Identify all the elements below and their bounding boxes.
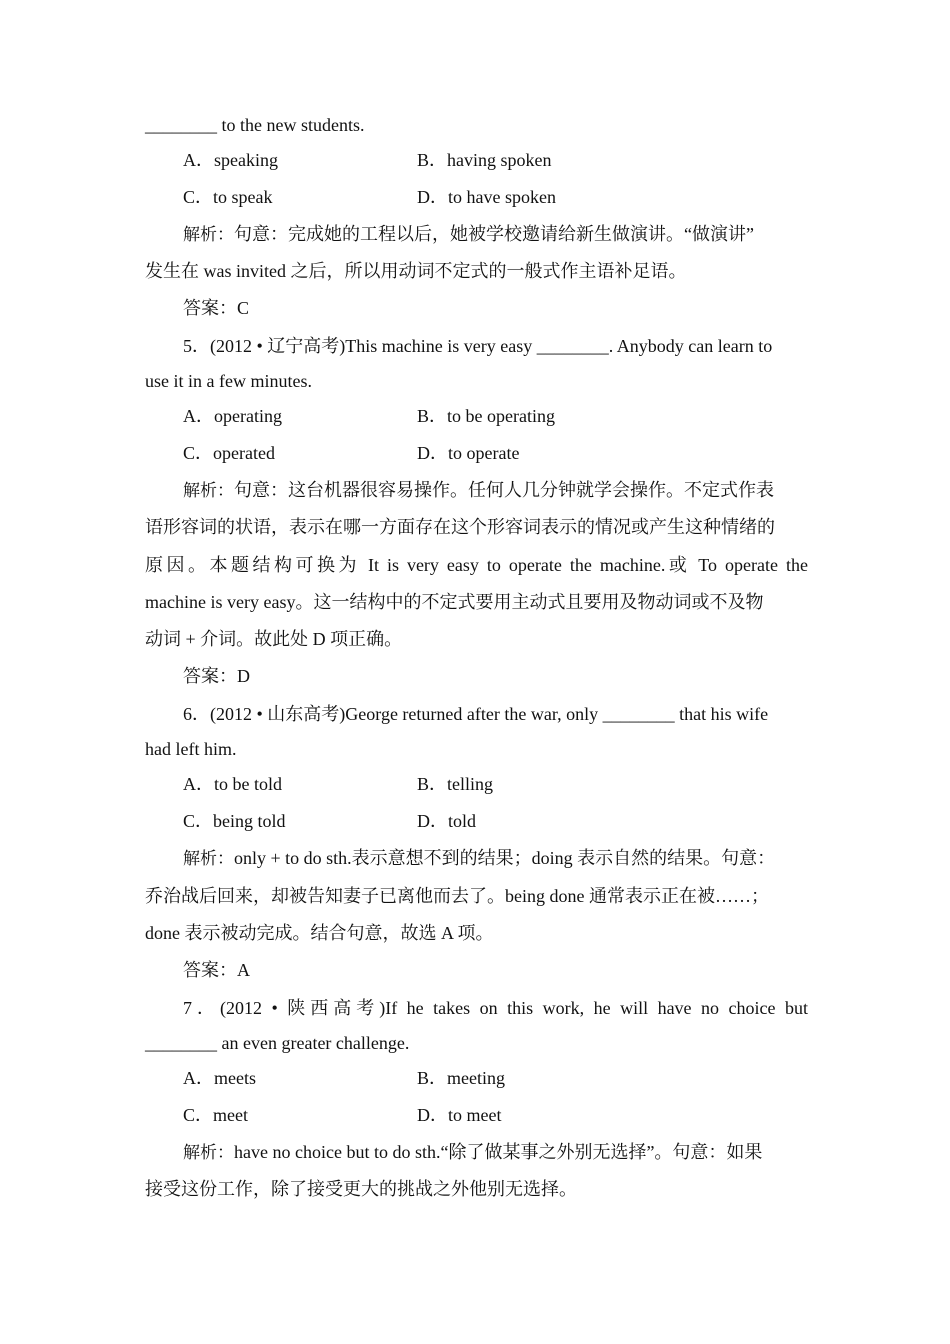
q6-stem-line-1: 6．(2012 • 山东高考)George returned after the war, only ________ that his wife <box>183 704 769 724</box>
q5-analysis-line-1: 解析：句意：这台机器很容易操作。任何人几分钟就学会操作。不定式作表 <box>183 480 774 501</box>
q4-analysis-line-1: 解析：句意：完成她的工程以后，她被学校邀请给新生做演讲。“做演讲” <box>183 224 754 245</box>
q5-stem-line-2: use it in a few minutes. <box>145 371 312 391</box>
q7-analysis-line-2: 接受这份工作，除了接受更大的挑战之外他别无选择。 <box>145 1179 577 1199</box>
q5-analysis-line-2: 语形容词的状语，表示在哪一方面存在这个形容词表示的情况或产生这种情绪的 <box>145 517 775 537</box>
q4-option-b: B．having spoken <box>417 150 552 170</box>
analysis-label: 解析： <box>183 1143 234 1163</box>
q5-analysis-line-5: 动词 + 介词。故此处 D 项正确。 <box>145 629 403 649</box>
q4-option-c: C．to speak <box>183 187 273 207</box>
q7-stem-line-1: 7．(2012 • 陕西高考)If he takes on this work, he will have no choice but <box>183 998 808 1018</box>
q5-analysis-line-4: machine is very easy。这一结构中的不定式要用主动式且要用及物动词或不及物 <box>145 592 764 612</box>
analysis-label: 解析： <box>183 849 234 869</box>
q6-analysis-line-3: done 表示被动完成。结合句意，故选 A 项。 <box>145 923 494 943</box>
q7-analysis-line-1: 解析：have no choice but to do sth.“除了做某事之外别无选择”。句意：如果 <box>183 1142 763 1163</box>
q7-stem-line-2: ________ an even greater challenge. <box>145 1033 410 1053</box>
q4-answer: 答案：C <box>183 298 250 318</box>
q6-option-b: B．telling <box>417 774 493 794</box>
q6-analysis-line-1: 解析：only + to do sth.表示意想不到的结果；doing 表示自然的结果。句意： <box>183 848 776 869</box>
q7-option-b: B．meeting <box>417 1068 505 1088</box>
q4-option-d: D．to have spoken <box>417 187 556 207</box>
q7-option-c: C．meet <box>183 1105 248 1125</box>
analysis-label: 解析： <box>183 225 234 245</box>
q5-analysis-line-3: 原因。本题结构可换为 It is very easy to operate the machine.或 To operate the <box>145 555 808 575</box>
q7-option-d: D．to meet <box>417 1105 502 1125</box>
q5-option-a: A．operating <box>183 406 282 426</box>
q4-option-a: A．speaking <box>183 150 278 170</box>
q5-option-c: C．operated <box>183 443 275 463</box>
q5-option-b: B．to be operating <box>417 406 555 426</box>
q5-stem-line-1: 5．(2012 • 辽宁高考)This machine is very easy ________. Anybody can learn to <box>183 336 773 356</box>
q6-option-d: D．told <box>417 811 477 831</box>
q6-answer: 答案：A <box>183 960 250 980</box>
q4-stem-end: ________ to the new students. <box>145 115 365 135</box>
q6-analysis-line-2: 乔治战后回来，却被告知妻子已离他而去了。being done 通常表示正在被……； <box>145 886 769 906</box>
analysis-label: 解析： <box>183 481 234 501</box>
q7-option-a: A．meets <box>183 1068 256 1088</box>
q6-option-c: C．being told <box>183 811 286 831</box>
q5-option-d: D．to operate <box>417 443 520 463</box>
q4-analysis-line-2: 发生在 was invited 之后，所以用动词不定式的一般式作主语补足语。 <box>145 261 687 281</box>
q6-stem-line-2: had left him. <box>145 739 237 759</box>
q5-answer: 答案：D <box>183 666 250 686</box>
q6-option-a: A．to be told <box>183 774 282 794</box>
